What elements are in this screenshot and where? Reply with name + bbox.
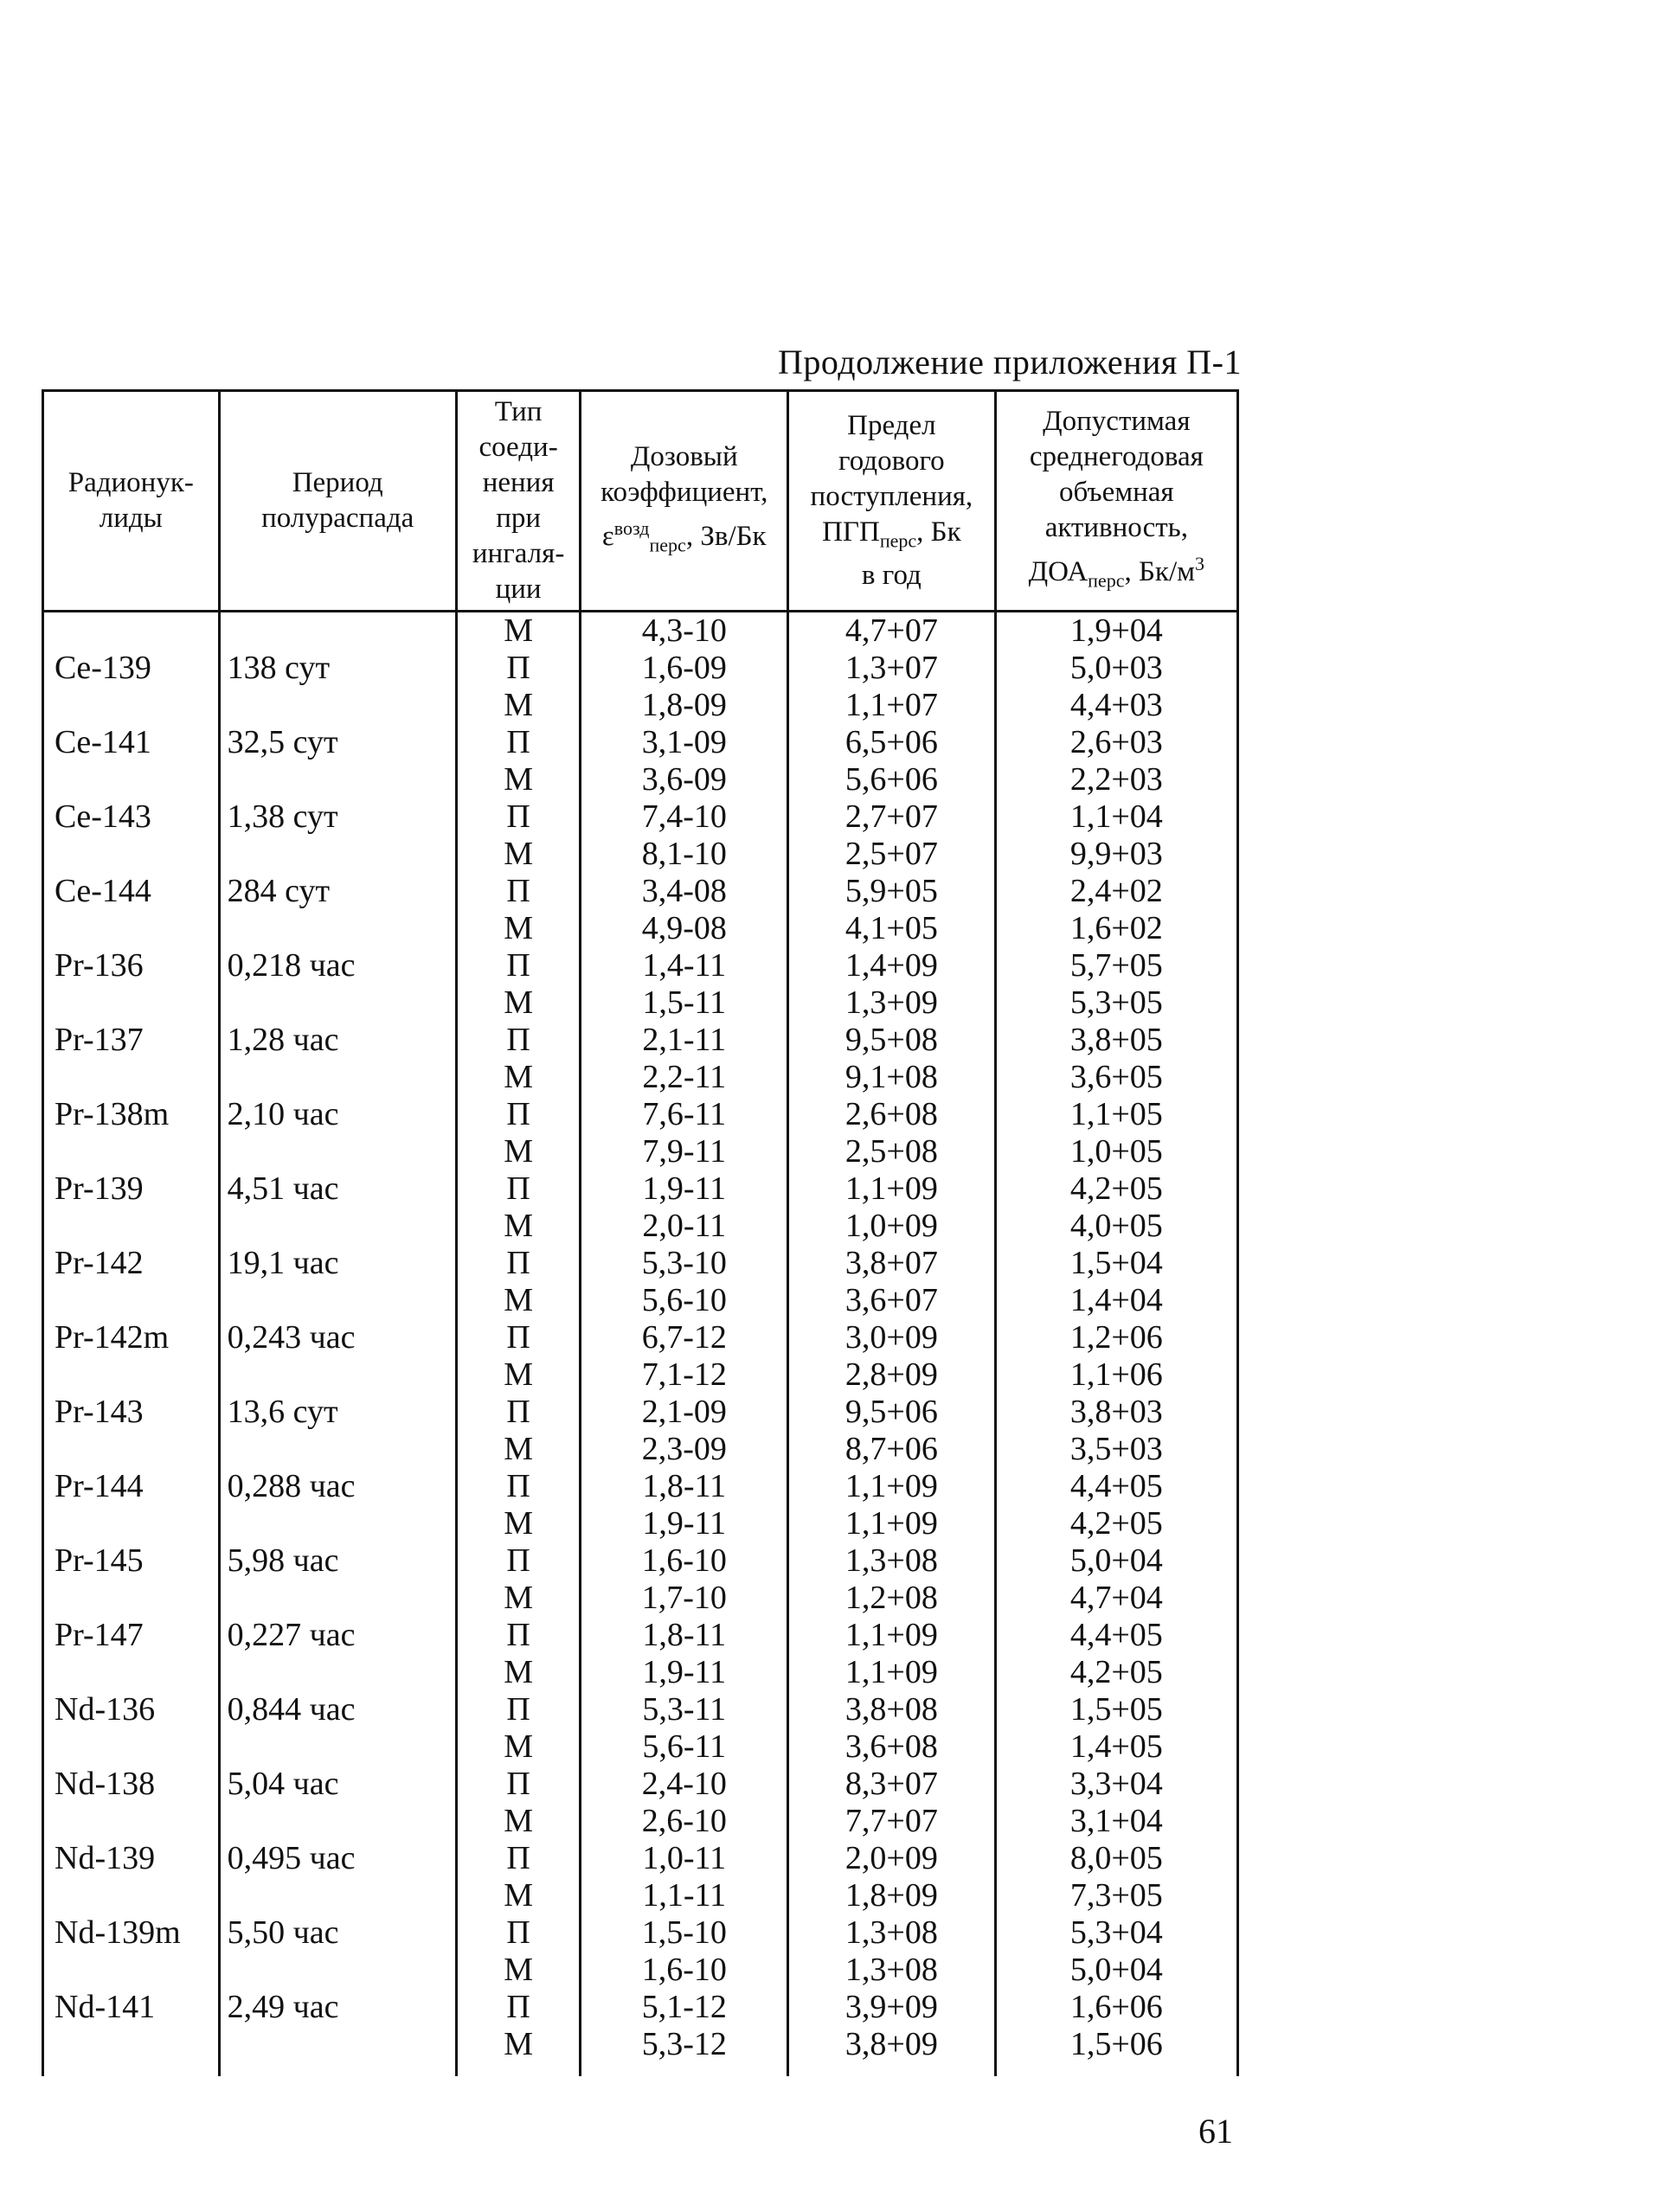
cell-nuclide: Pr-138m	[43, 1096, 220, 1133]
cell-coef: 1,8-11	[581, 1617, 788, 1654]
cell-limit: 1,1+09	[788, 1505, 996, 1542]
cell-half-life: 4,51 час	[219, 1170, 456, 1208]
cell-nuclide: Nd-136	[43, 1691, 220, 1728]
cell-limit: 2,5+08	[788, 1133, 996, 1170]
cell-type: М	[456, 1282, 581, 1319]
cell-nuclide	[43, 910, 220, 947]
cell-half-life	[219, 1952, 456, 1989]
cell-type: М	[456, 1356, 581, 1394]
cell-nuclide	[43, 1580, 220, 1617]
cell-limit: 4,7+07	[788, 612, 996, 651]
cell-half-life: 5,04 час	[219, 1766, 456, 1803]
table-row	[43, 1617, 1238, 1654]
cell-activity: 5,3+05	[995, 984, 1237, 1022]
cell-type: П	[456, 1617, 581, 1654]
cell-activity: 1,5+06	[995, 2026, 1237, 2076]
cell-half-life	[219, 1208, 456, 1245]
cell-nuclide	[43, 612, 220, 651]
cell-activity: 1,1+05	[995, 1096, 1237, 1133]
cell-limit: 1,3+09	[788, 984, 996, 1022]
cell-nuclide	[43, 687, 220, 724]
cell-coef: 1,8-11	[581, 1468, 788, 1505]
cell-coef: 3,4-08	[581, 873, 788, 910]
cell-half-life	[219, 687, 456, 724]
cell-coef: 5,3-10	[581, 1245, 788, 1282]
cell-nuclide: Pr-147	[43, 1617, 220, 1654]
cell-half-life: 0,495 час	[219, 1840, 456, 1877]
cell-half-life: 138 сут	[219, 650, 456, 687]
table-row	[43, 1840, 1238, 1877]
cell-type: М	[456, 1803, 581, 1840]
cell-limit: 1,1+09	[788, 1617, 996, 1654]
cell-half-life	[219, 836, 456, 873]
cell-type: П	[456, 873, 581, 910]
cell-limit: 5,6+06	[788, 761, 996, 798]
cell-limit: 8,3+07	[788, 1766, 996, 1803]
table-row	[43, 612, 1238, 651]
cell-type: П	[456, 1170, 581, 1208]
table-row	[43, 1728, 1238, 1766]
cell-type: М	[456, 1654, 581, 1691]
cell-half-life: 0,218 час	[219, 947, 456, 984]
cell-activity: 5,0+04	[995, 1952, 1237, 1989]
cell-type: П	[456, 1542, 581, 1580]
cell-half-life	[219, 1803, 456, 1840]
cell-activity: 4,4+05	[995, 1468, 1237, 1505]
cell-activity: 2,6+03	[995, 724, 1237, 761]
cell-nuclide: Pr-145	[43, 1542, 220, 1580]
cell-limit: 5,9+05	[788, 873, 996, 910]
cell-activity: 3,8+05	[995, 1022, 1237, 1059]
header-dose-coefficient-text: Дозовый коэффициент,	[601, 440, 768, 508]
cell-half-life	[219, 1728, 456, 1766]
activity-unit: , Бк/м	[1124, 555, 1196, 587]
table-row	[43, 910, 1238, 947]
cell-limit: 3,0+09	[788, 1319, 996, 1356]
table-row	[43, 873, 1238, 910]
cell-nuclide: Ce-143	[43, 798, 220, 836]
cell-half-life: 5,98 час	[219, 1542, 456, 1580]
table-row	[43, 1803, 1238, 1840]
cell-half-life: 284 сут	[219, 873, 456, 910]
table-row	[43, 1319, 1238, 1356]
cell-activity: 1,1+04	[995, 798, 1237, 836]
cell-limit: 3,8+09	[788, 2026, 996, 2076]
header-dose-coefficient	[581, 391, 788, 612]
cell-nuclide: Pr-139	[43, 1170, 220, 1208]
cell-coef: 7,6-11	[581, 1096, 788, 1133]
cell-coef: 1,9-11	[581, 1505, 788, 1542]
cell-limit: 1,2+08	[788, 1580, 996, 1617]
cell-limit: 9,5+08	[788, 1022, 996, 1059]
cell-type: П	[456, 798, 581, 836]
cell-limit: 2,8+09	[788, 1356, 996, 1394]
cell-coef: 2,2-11	[581, 1059, 788, 1096]
table-row	[43, 836, 1238, 873]
table-row	[43, 1022, 1238, 1059]
cell-limit: 1,3+08	[788, 1952, 996, 1989]
table-row	[43, 650, 1238, 687]
cell-coef: 2,4-10	[581, 1766, 788, 1803]
cell-half-life: 2,10 час	[219, 1096, 456, 1133]
cell-coef: 3,6-09	[581, 761, 788, 798]
cell-activity: 4,2+05	[995, 1654, 1237, 1691]
cell-type: П	[456, 1691, 581, 1728]
cell-type: М	[456, 1431, 581, 1468]
cell-nuclide	[43, 1282, 220, 1319]
cell-limit: 9,5+06	[788, 1394, 996, 1431]
cell-coef: 1,9-11	[581, 1170, 788, 1208]
cell-nuclide: Pr-142m	[43, 1319, 220, 1356]
table-row	[43, 1542, 1238, 1580]
cell-type: П	[456, 1394, 581, 1431]
cell-nuclide: Pr-142	[43, 1245, 220, 1282]
cell-type: П	[456, 1319, 581, 1356]
cell-activity: 1,0+05	[995, 1133, 1237, 1170]
cell-type: П	[456, 650, 581, 687]
table-row	[43, 1952, 1238, 1989]
cell-coef: 1,5-11	[581, 984, 788, 1022]
cell-coef: 5,3-12	[581, 2026, 788, 2076]
cell-limit: 6,5+06	[788, 724, 996, 761]
cell-coef: 1,8-09	[581, 687, 788, 724]
cell-type: П	[456, 1468, 581, 1505]
cell-half-life	[219, 1877, 456, 1914]
cell-limit: 2,5+07	[788, 836, 996, 873]
cell-nuclide: Nd-139m	[43, 1914, 220, 1952]
cell-nuclide	[43, 984, 220, 1022]
limit-sub: перс	[879, 529, 917, 552]
table-row	[43, 984, 1238, 1022]
cell-limit: 1,3+07	[788, 650, 996, 687]
cell-limit: 1,8+09	[788, 1877, 996, 1914]
cell-coef: 7,1-12	[581, 1356, 788, 1394]
cell-limit: 4,1+05	[788, 910, 996, 947]
cell-activity: 4,2+05	[995, 1505, 1237, 1542]
cell-coef: 5,6-11	[581, 1728, 788, 1766]
cell-coef: 1,9-11	[581, 1654, 788, 1691]
header-annual-limit-text: Предел годового поступления,	[810, 409, 973, 512]
cell-activity: 4,7+04	[995, 1580, 1237, 1617]
cell-limit: 2,0+09	[788, 1840, 996, 1877]
cell-activity: 1,6+02	[995, 910, 1237, 947]
table-row	[43, 1394, 1238, 1431]
cell-coef: 1,1-11	[581, 1877, 788, 1914]
cell-half-life	[219, 1580, 456, 1617]
header-nuclide: Радионук-лиды	[43, 391, 220, 612]
table-row	[43, 1468, 1238, 1505]
cell-nuclide	[43, 836, 220, 873]
cell-type: П	[456, 1096, 581, 1133]
cell-coef: 1,4-11	[581, 947, 788, 984]
table-row	[43, 724, 1238, 761]
table-row	[43, 798, 1238, 836]
cell-half-life	[219, 1431, 456, 1468]
cell-coef: 7,9-11	[581, 1133, 788, 1170]
cell-limit: 9,1+08	[788, 1059, 996, 1096]
cell-limit: 1,1+07	[788, 687, 996, 724]
cell-half-life: 19,1 час	[219, 1245, 456, 1282]
cell-half-life	[219, 910, 456, 947]
cell-type: П	[456, 947, 581, 984]
cell-coef: 5,1-12	[581, 1989, 788, 2026]
cell-limit: 3,6+08	[788, 1728, 996, 1766]
cell-activity: 2,2+03	[995, 761, 1237, 798]
cell-activity: 4,4+03	[995, 687, 1237, 724]
cell-nuclide	[43, 1803, 220, 1840]
cell-activity: 5,0+03	[995, 650, 1237, 687]
table-row	[43, 1654, 1238, 1691]
cell-limit: 1,1+09	[788, 1654, 996, 1691]
cell-type: М	[456, 836, 581, 873]
cell-nuclide	[43, 1133, 220, 1170]
cell-activity: 5,3+04	[995, 1914, 1237, 1952]
cell-activity: 1,1+06	[995, 1356, 1237, 1394]
cell-activity: 3,1+04	[995, 1803, 1237, 1840]
cell-half-life: 2,49 час	[219, 1989, 456, 2026]
radionuclide-table	[42, 389, 1239, 2076]
cell-activity: 1,4+05	[995, 1728, 1237, 1766]
cell-nuclide: Pr-143	[43, 1394, 220, 1431]
table-row	[43, 1059, 1238, 1096]
cell-nuclide: Nd-138	[43, 1766, 220, 1803]
table-row	[43, 1766, 1238, 1803]
cell-nuclide: Nd-141	[43, 1989, 220, 2026]
cell-half-life: 0,227 час	[219, 1617, 456, 1654]
cell-coef: 2,1-11	[581, 1022, 788, 1059]
cell-limit: 3,6+07	[788, 1282, 996, 1319]
cell-half-life	[219, 2026, 456, 2076]
cell-type: П	[456, 1989, 581, 2026]
cell-nuclide	[43, 761, 220, 798]
cell-coef: 1,6-09	[581, 650, 788, 687]
cell-limit: 1,3+08	[788, 1542, 996, 1580]
cell-type: М	[456, 910, 581, 947]
table-row	[43, 1245, 1238, 1282]
cell-activity: 1,9+04	[995, 612, 1237, 651]
activity-sub: перс	[1088, 569, 1125, 592]
header-compound-type: Тип соеди-нения при ингаля-ции	[456, 391, 581, 612]
cell-half-life	[219, 984, 456, 1022]
cell-type: П	[456, 724, 581, 761]
cell-activity: 1,5+05	[995, 1691, 1237, 1728]
cell-limit: 3,8+07	[788, 1245, 996, 1282]
cell-coef: 5,6-10	[581, 1282, 788, 1319]
cell-limit: 8,7+06	[788, 1431, 996, 1468]
cell-activity: 4,0+05	[995, 1208, 1237, 1245]
cell-nuclide	[43, 2026, 220, 2076]
cell-coef: 1,0-11	[581, 1840, 788, 1877]
cell-nuclide: Ce-141	[43, 724, 220, 761]
cell-activity: 7,3+05	[995, 1877, 1237, 1914]
cell-limit: 1,1+09	[788, 1170, 996, 1208]
cell-half-life	[219, 1133, 456, 1170]
cell-limit: 2,6+08	[788, 1096, 996, 1133]
cell-type: П	[456, 1766, 581, 1803]
cell-half-life	[219, 1505, 456, 1542]
cell-nuclide: Ce-144	[43, 873, 220, 910]
cell-type: М	[456, 1505, 581, 1542]
cell-nuclide	[43, 1505, 220, 1542]
table-row	[43, 2026, 1238, 2076]
table-row	[43, 1914, 1238, 1952]
table-row	[43, 1133, 1238, 1170]
cell-activity: 1,5+04	[995, 1245, 1237, 1282]
cell-coef: 1,7-10	[581, 1580, 788, 1617]
cell-limit: 3,8+08	[788, 1691, 996, 1728]
header-allowed-activity-text: Допустимая среднегодовая объемная активность,	[1029, 405, 1204, 543]
cell-activity: 2,4+02	[995, 873, 1237, 910]
cell-activity: 3,6+05	[995, 1059, 1237, 1096]
cell-type: М	[456, 984, 581, 1022]
cell-limit: 1,4+09	[788, 947, 996, 984]
cell-type: М	[456, 1877, 581, 1914]
cell-activity: 5,0+04	[995, 1542, 1237, 1580]
cell-type: М	[456, 687, 581, 724]
cell-nuclide	[43, 1877, 220, 1914]
cell-activity: 1,2+06	[995, 1319, 1237, 1356]
limit-unit: , Бк	[916, 516, 961, 548]
cell-activity: 3,8+03	[995, 1394, 1237, 1431]
table-row	[43, 687, 1238, 724]
cell-half-life: 13,6 сут	[219, 1394, 456, 1431]
cell-half-life: 0,844 час	[219, 1691, 456, 1728]
cell-nuclide	[43, 1431, 220, 1468]
epsilon-sup: возд	[613, 516, 650, 539]
cell-coef: 2,6-10	[581, 1803, 788, 1840]
table-row	[43, 1877, 1238, 1914]
cell-activity: 1,4+04	[995, 1282, 1237, 1319]
activity-abbr: ДОА	[1028, 555, 1089, 587]
cell-nuclide	[43, 1728, 220, 1766]
cell-coef: 3,1-09	[581, 724, 788, 761]
limit-tail: в год	[861, 560, 922, 592]
cell-limit: 1,3+08	[788, 1914, 996, 1952]
cell-type: М	[456, 1728, 581, 1766]
table-row	[43, 1096, 1238, 1133]
cell-nuclide	[43, 1059, 220, 1096]
cell-coef: 1,6-10	[581, 1542, 788, 1580]
cell-type: М	[456, 612, 581, 651]
cell-activity: 3,5+03	[995, 1431, 1237, 1468]
limit-abbr: ПГП	[822, 516, 880, 548]
table-row	[43, 1505, 1238, 1542]
table-header	[43, 391, 1238, 612]
cell-type: М	[456, 1580, 581, 1617]
table-row	[43, 1989, 1238, 2026]
cell-half-life: 5,50 час	[219, 1914, 456, 1952]
cell-half-life: 0,288 час	[219, 1468, 456, 1505]
epsilon-symbol: ε	[601, 520, 614, 552]
cell-coef: 1,6-10	[581, 1952, 788, 1989]
header-annual-limit	[788, 391, 996, 612]
cell-half-life	[219, 761, 456, 798]
cell-activity: 8,0+05	[995, 1840, 1237, 1877]
cell-type: М	[456, 1952, 581, 1989]
cell-half-life	[219, 1059, 456, 1096]
cell-type: М	[456, 1208, 581, 1245]
page-number: 61	[1198, 2112, 1233, 2151]
cell-half-life	[219, 612, 456, 651]
cell-type: М	[456, 1133, 581, 1170]
cell-nuclide	[43, 1208, 220, 1245]
table-row	[43, 1208, 1238, 1245]
cell-activity: 1,6+06	[995, 1989, 1237, 2026]
cell-nuclide	[43, 1952, 220, 1989]
cell-activity: 4,2+05	[995, 1170, 1237, 1208]
cell-activity: 5,7+05	[995, 947, 1237, 984]
cell-coef: 1,5-10	[581, 1914, 788, 1952]
cell-coef: 2,1-09	[581, 1394, 788, 1431]
cell-nuclide: Pr-137	[43, 1022, 220, 1059]
epsilon-sub: перс	[649, 534, 686, 556]
cell-limit: 1,1+09	[788, 1468, 996, 1505]
cell-activity: 9,9+03	[995, 836, 1237, 873]
table-body	[43, 612, 1238, 2077]
cell-coef: 2,3-09	[581, 1431, 788, 1468]
cell-nuclide: Pr-136	[43, 947, 220, 984]
cell-activity: 3,3+04	[995, 1766, 1237, 1803]
cell-nuclide	[43, 1654, 220, 1691]
cell-limit: 3,9+09	[788, 1989, 996, 2026]
cell-type: М	[456, 2026, 581, 2076]
cell-coef: 4,9-08	[581, 910, 788, 947]
cell-nuclide	[43, 1356, 220, 1394]
cell-type: П	[456, 1022, 581, 1059]
cell-limit: 1,0+09	[788, 1208, 996, 1245]
cell-activity: 4,4+05	[995, 1617, 1237, 1654]
cell-coef: 5,3-11	[581, 1691, 788, 1728]
cell-nuclide: Nd-139	[43, 1840, 220, 1877]
cell-type: М	[456, 1059, 581, 1096]
table-row	[43, 1170, 1238, 1208]
cell-half-life: 32,5 сут	[219, 724, 456, 761]
cell-coef: 2,0-11	[581, 1208, 788, 1245]
cell-half-life: 0,243 час	[219, 1319, 456, 1356]
table-row	[43, 1691, 1238, 1728]
table-row	[43, 761, 1238, 798]
cell-limit: 2,7+07	[788, 798, 996, 836]
cell-type: П	[456, 1840, 581, 1877]
cell-coef: 4,3-10	[581, 612, 788, 651]
cell-type: М	[456, 761, 581, 798]
cell-coef: 8,1-10	[581, 836, 788, 873]
cell-coef: 6,7-12	[581, 1319, 788, 1356]
table-row	[43, 1282, 1238, 1319]
table-row	[43, 1580, 1238, 1617]
cell-half-life	[219, 1356, 456, 1394]
cell-nuclide: Ce-139	[43, 650, 220, 687]
cell-coef: 7,4-10	[581, 798, 788, 836]
table-caption: Продолжение приложения П-1	[777, 343, 1242, 381]
cell-half-life	[219, 1282, 456, 1319]
dose-unit: , Зв/Бк	[685, 520, 767, 552]
table-row	[43, 1356, 1238, 1394]
cell-half-life: 1,38 сут	[219, 798, 456, 836]
cell-type: П	[456, 1914, 581, 1952]
header-allowed-activity	[995, 391, 1237, 612]
cell-type: П	[456, 1245, 581, 1282]
table-row	[43, 947, 1238, 984]
cell-half-life: 1,28 час	[219, 1022, 456, 1059]
activity-sup: 3	[1195, 552, 1205, 574]
cell-limit: 7,7+07	[788, 1803, 996, 1840]
header-half-life: Период полураспада	[219, 391, 456, 612]
cell-half-life	[219, 1654, 456, 1691]
table-row	[43, 1431, 1238, 1468]
cell-nuclide: Pr-144	[43, 1468, 220, 1505]
